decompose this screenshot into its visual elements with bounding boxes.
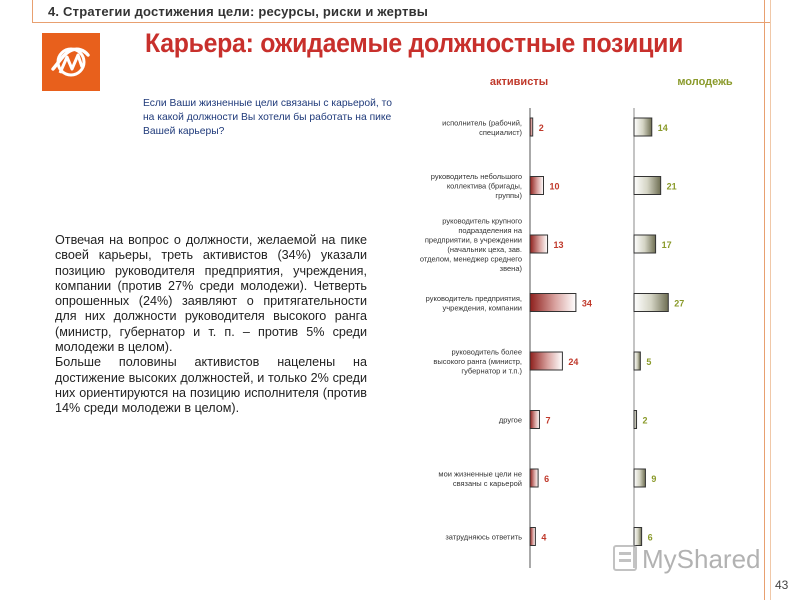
body-paragraph-1: Отвечая на вопрос о должности, желаемой на пике своей карьеры, треть активистов (34%) указали позицию руководителя предприятия, учреждения, компании (против 27% среди молодежи). Четверть опрошенных (24%) заявляют о притягательности для них должности руководителя высокого ранга (министр, губернатор и т. п. – против 5% среди молодежи в целом). [55,233,367,355]
value-label-youth: 5 [646,357,652,367]
value-label-youth: 6 [647,532,653,543]
body-paragraph-2: Больше половины активистов нацелены на достижение высоких должностей, и только 2% среди них ориентируются на позицию исполнителя (против 14% среди молодежи в целом). [55,355,367,416]
bar-activists [530,528,535,546]
category-label: исполнитель (рабочий, специалист) [442,118,522,137]
value-label-activists: 13 [553,240,564,250]
value-label-activists: 24 [568,357,579,367]
value-label-youth: 21 [666,181,677,192]
category-label: затрудняюсь ответить [445,532,522,542]
bar-activists [530,177,544,195]
legend-youth: молодежь [677,76,733,88]
value-label-activists: 6 [544,474,550,484]
bar-activists [530,294,576,312]
value-label-activists: 10 [549,181,560,192]
bar-activists [530,352,562,370]
watermark-text: MyShared [642,544,761,574]
bar-activists [530,118,533,136]
value-label-activists: 7 [545,415,551,426]
category-label: руководитель более высокого ранга (министр, губернатор и т.п.) [433,347,522,376]
watermark [610,538,770,578]
legend-activists: активисты [489,76,549,88]
section-title: 4. Стратегии достижения цели: ресурсы, риски и жертвы [48,4,429,19]
value-label-youth: 9 [651,474,657,484]
bar-youth [634,294,668,312]
bar-activists [530,469,538,487]
value-label-activists: 4 [541,532,547,543]
value-label-activists: 34 [581,298,592,309]
category-label: руководитель крупного подразделения на предприятии, в учреждении (начальник цеха, зав. отделом, менеджер среднего звена) [419,216,522,273]
bar-activists [530,235,548,253]
survey-question: Если Ваши жизненные цели связаны с карьерой, то на какой должности Вы хотели бы работать на пике Вашей карьеры? [143,98,392,137]
bar-youth [634,411,637,429]
bar-youth [634,118,652,136]
value-label-youth: 2 [642,415,648,426]
category-label: другое [498,415,522,425]
bar-youth [634,177,661,195]
bar-youth [634,469,645,487]
page-title: Карьера: ожидаемые должностные позиции [145,28,684,58]
bar-youth [634,352,640,370]
value-label-youth: 14 [657,123,668,133]
bar-youth [634,235,656,253]
page-number: 43 [775,578,789,592]
category-label: мои жизненные цели не связаны с карьерой [438,469,522,488]
value-label-youth: 27 [674,298,685,309]
category-label: руководитель предприятия, учреждения, компании [425,293,522,313]
value-label-youth: 17 [661,240,672,250]
bar-activists [530,411,539,429]
category-label: руководитель небольшого коллектива (бригады, группы) [430,172,522,200]
value-label-activists: 2 [538,123,544,133]
